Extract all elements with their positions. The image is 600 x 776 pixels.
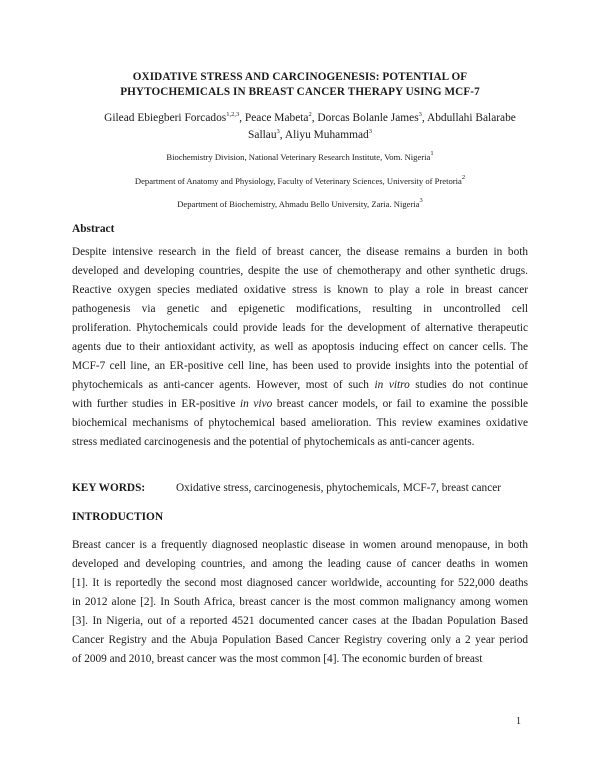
text-line: developed and developing countries, despite the use of chemotherapy and other synthetic drugs. (72, 265, 528, 277)
text-line: agents due to their antioxidant activity, as well as apoptosis inducing effect on cancer cells. The (72, 341, 528, 353)
text-line: phytochemicals as anti-cancer agents. However, most of such in vitro studies do not continue (72, 379, 528, 391)
text-line: with further studies in ER-positive in vivo breast cancer models, or fail to examine the possible (72, 398, 528, 410)
author-name: Sallau (248, 129, 277, 141)
text-line: proliferation. Phytochemicals could provide leads for the development of alternative therapeutic (72, 322, 528, 334)
page-number: 1 (516, 716, 521, 727)
text-line: Reactive oxygen species mediated oxidative stress is known to play a role in breast cancer (72, 284, 528, 296)
author-line: Gilead Ebiegberi Forcados$^{1,2,3}$, Peace Mabeta$^2$, Dorcas Bolanle James$^3$, Abdullahi Balarabe (104, 111, 516, 124)
abstract-heading: Abstract (72, 223, 115, 235)
author-list (80, 110, 540, 144)
abstract-body (72, 243, 528, 452)
affiliation: Department of Anatomy and Physiology, Faculty of Veterinary Sciences, University of Pretoria$^2$ (134, 174, 466, 186)
text-line: [1]. It is reportedly the second most diagnosed cancer worldwide, accounting for 522,000 deaths (72, 577, 528, 589)
author-line: Sallau$^3$, Aliyu Muhammad$^3$ (248, 128, 372, 141)
author-affiliation-marker: 1,2,3 (226, 111, 240, 118)
text-line: of 2009 and 2010, breast cancer was the most common [4]. The economic burden of breast (72, 653, 483, 665)
text-line: biochemical mechanisms of phytochemical based amelioration. This review examines oxidative (72, 417, 528, 429)
affiliation: Department of Biochemistry, Ahmadu Bello University, Zaria. Nigeria$^3$ (177, 197, 423, 209)
text-line: in 2012 alone [2]. In South Africa, breast cancer is the most common malignancy among women (72, 596, 528, 608)
author-name: Dorcas Bolanle James (317, 112, 419, 124)
text-line: [3]. In Nigeria, out of a reported 4521 documented cancer cases at the Ibadan Population Based (72, 615, 528, 627)
text-line: Despite intensive research in the field of breast cancer, the disease remains a burden in both (72, 246, 528, 258)
paper-title (60, 70, 540, 100)
introduction-heading: INTRODUCTION (72, 511, 164, 523)
keywords-label: KEY WORDS: (72, 482, 146, 494)
author-name: Abdullahi Balarabe (426, 112, 516, 124)
author-name: Gilead Ebiegberi Forcados (104, 112, 227, 124)
keywords (72, 481, 528, 495)
keywords-value: Oxidative stress, carcinogenesis, phytochemicals, MCF-7, breast cancer (176, 482, 502, 494)
text-line: Breast cancer is a frequently diagnosed neoplastic disease in women around menopause, in both (72, 539, 528, 551)
author-affiliation-marker: 3 (276, 128, 280, 135)
author-affiliation-marker: 3 (368, 128, 372, 135)
author-affiliation-marker: 3 (418, 111, 422, 118)
text-line: pathogenesis via genetic and epigenetic modifications, resulting in uncontrolled cell (72, 303, 528, 315)
text-line: developed and developing countries, and among the leading cause of cancer deaths in women (72, 558, 528, 570)
text-line: Cancer Registry and the Abuja Population Based Cancer Registry covering only a 2 year period (72, 634, 528, 646)
title-line: OXIDATIVE STRESS AND CARCINOGENESIS: POTENTIAL OF (132, 71, 468, 83)
author-affiliation-marker: 2 (308, 111, 312, 118)
text-line: stress mediated carcinogenesis and the potential of phytochemicals as anti-cancer agents. (72, 436, 475, 448)
introduction-body (72, 536, 528, 669)
author-name: Aliyu Muhammad (284, 129, 369, 141)
affiliation: Biochemistry Division, National Veterinary Research Institute, Vom. Nigeria$^1$ (166, 150, 434, 162)
title-line: PHYTOCHEMICALS IN BREAST CANCER THERAPY USING MCF-7 (120, 86, 480, 98)
author-name: Peace Mabeta (244, 112, 309, 124)
text-line: MCF-7 cell line, an ER-positive cell line, has been used to provide insights into the potential of (72, 360, 528, 372)
